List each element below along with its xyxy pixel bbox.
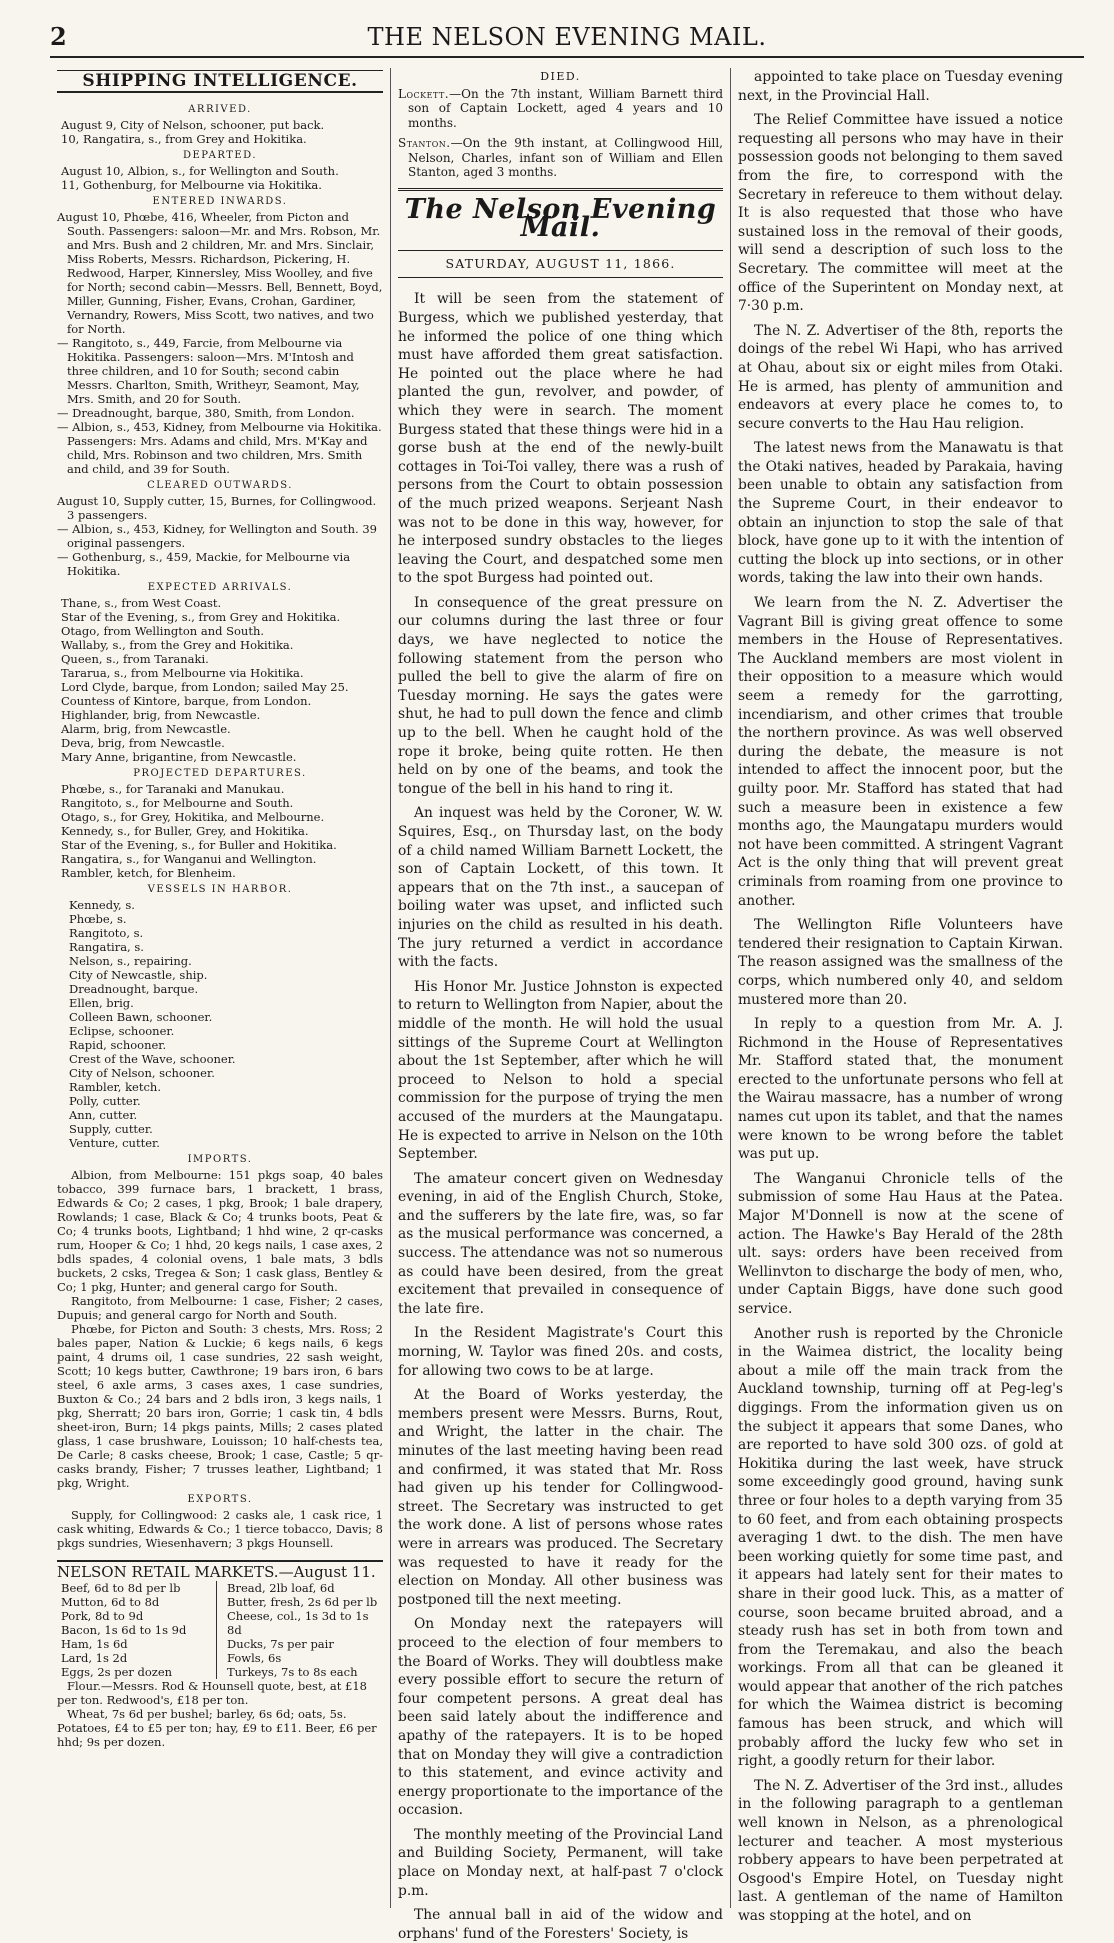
markets-grid	[57, 1581, 383, 1679]
text-item: Highlander, brig, from Newcastle.	[61, 708, 261, 722]
text-item: Star of the Evening, s., from Grey and Hokitika.	[61, 610, 341, 624]
text-item: 10, Rangatira, s., from Grey and Hokitika.	[61, 132, 307, 146]
editorial-col2	[398, 290, 723, 1943]
text-item: The latest news from the Manawatu is that the Otaki natives, headed by Parakaia, having been unable to obtain any satisfaction from the Supreme Court, in their endeavor to obtain an injunction to stop the sale of that block, have gone up to it with the intention of cutting the block up into sections, or in other words, taking the law into their own hands.	[738, 440, 1063, 587]
text-item: At the Board of Works yesterday, the members present were Messrs. Burns, Rout, and Wright, the latter in the chair. The minutes of the last meeting having been read and confirmed, it was stated that Mr. Ross had given up his tender for Collingwood-street. The Secretary was instructed to get the work done. A list of persons whose rates were in arrears was produced. The Secretary was requested to have it ready for the election on Monday. All other business was postponed till the next meeting.	[398, 1387, 723, 1608]
text-item: Phœbe, s.	[69, 912, 127, 926]
dateline: SATURDAY, AUGUST 11, 1866.	[398, 250, 723, 279]
notice-text: —On the 9th instant, at Collingwood Hill, Nelson, Charles, infant son of William and Ellen Stanton, aged 3 months.	[408, 136, 723, 180]
text-item: We learn from the N. Z. Advertiser the Vagrant Bill is giving great offence to some members in the House of Representatives. The Auckland members are most violent in their opposition to a measure which would seem a remedy for the garrotting, incendiarism, and other crimes that trouble the northern province. As was well observed during the debate, the measure is not intended to affect the innocent poor, but the guilty poor. Mr. Stafford has stated that had such a measure been in existence a few months ago, the Maungatapu murders would not have been committed. A stringent Vagrant Act is the only thing that will prevent great criminals from roaming from one province to another.	[738, 595, 1063, 909]
text-item: Rangitoto, from Melbourne: 1 case, Fisher; 2 cases, Dupuis; and general cargo for North and South.	[57, 1294, 383, 1322]
text-item: August 10, Supply cutter, 15, Burnes, for Collingwood. 3 passengers.	[57, 494, 377, 522]
text-item: It will be seen from the statement of Burgess, which we published yesterday, that he informed the police of one thing which must have afforded them great satisfaction. He pointed out the place where he had planted the gun, revolver, and powder, of which they were in search. The moment Burgess stated that these things were hid in a gorse bush at the end of the newly-built cottages in Toi-Toi valley, there was a rush of persons from the Court to obtain possession of the much prized weapons. Serjeant Nash was not to be done in this way, however, for he interposed sundry obstacles to the lieges leaving the Court, and despatched some men to the spot Burgess had pointed out.	[398, 291, 723, 587]
text-item: Venture, cutter.	[69, 1136, 160, 1150]
masthead	[50, 22, 1084, 58]
text-item: appointed to take place on Tuesday evening next, in the Provincial Hall.	[738, 69, 1063, 104]
editorial-col3	[738, 68, 1063, 1926]
departed-heading: DEPARTED.	[182, 150, 257, 161]
text-item: Star of the Evening, s., for Buller and Hokitika.	[61, 838, 337, 852]
died-heading: DIED.	[540, 70, 581, 83]
text-item: Cheese, col., 1s 3d to 1s 8d	[227, 1609, 369, 1637]
shipping-title: SHIPPING INTELLIGENCE.	[57, 70, 383, 93]
departed-list	[57, 164, 383, 192]
text-item: Countess of Kintore, barque, from London.	[61, 694, 312, 708]
text-item: City of Nelson, schooner.	[69, 1066, 215, 1080]
text-item: The amateur concert given on Wednesday evening, in aid of the English Church, Stoke, and the sufferers by the late fire, was, so far as the musical performance was concerned, a success. The attendance was not so numerous as could have been desired, from the great excitement that prevailed in consequence of the late fire.	[398, 1170, 723, 1317]
entered-heading: ENTERED INWARDS.	[152, 196, 288, 207]
death-notice-lockett	[398, 87, 723, 131]
text-item: Phœbe, s., for Taranaki and Manukau.	[61, 782, 285, 796]
text-item: Lard, 1s 2d	[61, 1651, 128, 1665]
text-item: Queen, s., from Taranaki.	[61, 652, 209, 666]
imports-heading: IMPORTS.	[187, 1154, 253, 1165]
harbor-list	[57, 898, 383, 1150]
text-item: Eclipse, schooner.	[69, 1024, 175, 1038]
text-item: Fowls, 6s	[227, 1651, 282, 1665]
text-item: Crest of the Wave, schooner.	[69, 1052, 236, 1066]
text-item: Kennedy, s., for Buller, Grey, and Hokitika.	[61, 824, 309, 838]
text-item: Ann, cutter.	[69, 1108, 138, 1122]
text-item: The annual ball in aid of the widow and orphans' fund of the Foresters' Society, is	[398, 1907, 723, 1942]
death-notice-stanton	[398, 136, 723, 180]
text-item: In the Resident Magistrate's Court this morning, W. Taylor was fined 20s. and costs, for allowing two cows to be at large.	[398, 1325, 723, 1379]
text-item: August 9, City of Nelson, schooner, put back.	[61, 118, 325, 132]
text-item: Thane, s., from West Coast.	[61, 596, 222, 610]
text-item: Mary Anne, brigantine, from Newcastle.	[61, 750, 297, 764]
text-item: Bacon, 1s 6d to 1s 9d	[61, 1623, 187, 1637]
notice-text: —On the 7th instant, William Barnett third son of Captain Lockett, aged 4 years and 10 months.	[408, 86, 723, 130]
text-item: Wallaby, s., from the Grey and Hokitika.	[61, 638, 294, 652]
entered-list	[57, 210, 383, 476]
paper-name: THE NELSON EVENING MAIL.	[367, 23, 767, 51]
text-item: — Albion, s., 453, Kidney, for Wellington and South. 39 original passengers.	[57, 522, 377, 550]
text-item: Deva, brig, from Newcastle.	[61, 736, 225, 750]
text-item: 11, Gothenburg, for Melbourne via Hokitika.	[61, 178, 322, 192]
text-item: August 10, Phœbe, 416, Wheeler, from Picton and South. Passengers: saloon—Mr. and Mrs. Robson, Mr. and Mrs. Bush and 2 children, Mr. and Mrs. Sinclair, Miss Roberts, Messrs. Richardson, Pickering, H. Redwood, Harper, Kinnersley, Miss Woolley, and five for North; second cabin—Messrs. Bell, Bennett, Boyd, Miller, Gunning, Fisher, Evans, Crohan, Gardiner, Vernandry, Rowers, Miss Scott, two natives, and two for North.	[57, 210, 383, 336]
projected-heading: PROJECTED DEPARTURES.	[133, 768, 307, 779]
text-item: Dreadnought, barque.	[69, 982, 199, 996]
text-item: Supply, for Collingwood: 2 casks ale, 1 cask rice, 1 cask whiting, Edwards & Co.; 1 tierce tobacco, Davis; 8 pkgs sundries, Wiesenhavern; 3 pkgs Hounsell.	[57, 1508, 383, 1550]
text-item: Beef, 6d to 8d per lb	[61, 1581, 181, 1595]
divider	[398, 188, 723, 191]
arrived-list	[57, 118, 383, 146]
text-item: The monthly meeting of the Provincial Land and Building Society, Permanent, will take place on Monday next, at half-past 7 o'clock p.m.	[398, 1826, 723, 1899]
text-item: The Wellington Rifle Volunteers have tendered their resignation to Captain Kirwan. The reason assigned was the smallness of the corps, which numbered only 40, and seldom mustered more than 20.	[738, 917, 1063, 1008]
cleared-heading: CLEARED OUTWARDS.	[147, 480, 293, 491]
editorial-masthead: The Nelson Evening Mail.	[404, 193, 717, 244]
text-item: City of Newcastle, ship.	[69, 968, 208, 982]
expected-list	[57, 596, 383, 764]
text-item: Rapid, schooner.	[69, 1038, 167, 1052]
text-item: His Honor Mr. Justice Johnston is expected to return to Wellington from Napier, about the middle of the month. He will hold the usual sittings of the Supreme Court at Wellington about the 1st September, after which he will proceed to Nelson to hold a special commission for the purpose of trying the men accused of the murders at the Maungatapu. He is expected to arrive in Nelson on the 10th September.	[398, 978, 723, 1163]
text-item: The N. Z. Advertiser of the 3rd inst., alludes in the following paragraph to a gentleman well known in Nelson, as a phrenological lecturer and teacher. A most mysterious robbery appears to have been perpetrated at Osgood's Empire Hotel, on Tuesday night last. A gentleman of the name of Hamilton was stopping at the hotel, and on	[738, 1777, 1063, 1924]
text-item: The N. Z. Advertiser of the 8th, reports the doings of the rebel Wi Hapi, who has arrived at Ohau, about six or eight miles from Otaki. He is armed, has plenty of ammunition and endeavors at every place he comes to, to secure converts to the Hau Hau religion.	[738, 322, 1063, 432]
text-item: Wheat, 7s 6d per bushel; barley, 6s 6d; oats, 5s. Potatoes, £4 to £5 per ton; hay, £9 to £11. Beer, £6 per hhd; 9s per dozen.	[57, 1707, 377, 1749]
text-item: Eggs, 2s per dozen	[61, 1665, 173, 1679]
text-item: Pork, 8d to 9d	[61, 1609, 144, 1623]
text-item: August 10, Albion, s., for Wellington and South.	[61, 164, 339, 178]
text-item: Otago, from Wellington and South.	[61, 624, 265, 638]
text-item: Phœbe, for Picton and South: 3 chests, Mrs. Ross; 2 bales paper, Nation & Luckie; 6 kegs nails, 6 kegs paint, 4 drums oil, 1 case sundries, 22 sash weight, Scott; 10 kegs butter, Cawthrone; 19 bars iron, 6 bars steel, 6 axle arms, 3 cases axes, 1 case sundries, Buxton & Co.; 24 bars and 2 bdls iron, 3 kegs nails, 1 pkg, Sherratt; 20 bars iron, Gorrie; 1 cask tin, 4 bdls sheet-iron, Burn; 14 pkgs paints, Mills; 2 cases plated glass, 1 case brushware, Louisson; 10 half-chests tea, De Carle; 8 casks cheese, Brook; 1 case, Castle; 5 qr-casks brandy, Fisher; 7 trusses leather, Lightband; 1 pkg, Wright.	[57, 1322, 383, 1490]
exports-list	[57, 1508, 383, 1550]
text-item: Bread, 2lb loaf, 6d	[227, 1581, 335, 1595]
text-item: Rangatira, s., for Wanganui and Wellington.	[61, 852, 317, 866]
text-item: Rangatira, s.	[69, 940, 144, 954]
text-item: Lord Clyde, barque, from London; sailed May 25.	[61, 680, 349, 694]
text-item: Kennedy, s.	[69, 898, 135, 912]
text-item: Supply, cutter.	[69, 1122, 153, 1136]
text-item: Alarm, brig, from Newcastle.	[61, 722, 231, 736]
text-item: Albion, from Melbourne: 151 pkgs soap, 40 bales tobacco, 399 furnace bars, 1 brackett, 1 brass, Edwards & Co; 2 cases, 1 pkg, Brook; 1 bale drapery, Rowlands; 1 case, Black & Co; 4 trunks boots, Peat & Co; 4 trunks boots, Lightband; 1 hhd wine, 2 qr-casks rum, Hooper & Co; 1 hhd, 20 kegs nails, 1 case axes, 2 bdls spades, 4 colonial ovens, 1 bale mats, 3 bdls buckets, 2 csks, Tregea & Son; 1 cask glass, Bentley & Co; 1 pkg, Hunter; and general cargo for South.	[57, 1168, 383, 1294]
column-editorial-2	[730, 68, 1070, 1924]
imports-list	[57, 1168, 383, 1490]
text-item: In reply to a question from Mr. A. J. Richmond in the House of Representatives Mr. Stafford stated that, the monument erected to the unfortunate persons who fell at the Wairau massacre, has a number of wrong names cut upon its tablet, and that the names were known to be wrong before the tablet was put up.	[738, 1016, 1063, 1163]
text-item: Colleen Bawn, schooner.	[69, 1010, 213, 1024]
text-item: Rangitoto, s.	[69, 926, 144, 940]
markets-notes	[57, 1679, 383, 1749]
text-item: Butter, fresh, 2s 6d per lb	[227, 1595, 378, 1609]
column-shipping	[50, 68, 390, 1908]
text-item: Flour.—Messrs. Rod & Hounsell quote, best, at £18 per ton. Redwood's, £18 per ton.	[57, 1679, 367, 1707]
text-item: The Relief Committee have issued a notice requesting all persons who may have in their possession goods not belonging to them saved from the fire, to correspond with the Secretary in refereuce to them without delay. It is also requested that those who have sustained loss in the removal of their goods, will send a description of such loss to the Secretary. The committee will meet at the office of the Superintent on Monday next, at 7·30 p.m.	[738, 112, 1063, 315]
text-item: Turkeys, 7s to 8s each	[227, 1665, 358, 1679]
arrived-heading: ARRIVED.	[188, 104, 252, 115]
text-item: Mutton, 6d to 8d	[61, 1595, 160, 1609]
text-item: Tararua, s., from Melbourne via Hokitika.	[61, 666, 304, 680]
text-item: On Monday next the ratepayers will proceed to the election of four members to the Board of Works. They will doubtless make every possible effort to secure the return of four competent persons. A great deal has been said lately about the indifference and apathy of the ratepayers. It is to be hoped that on Monday they will give a contradiction to this statement, and evince activity and energy proportionate to the importance of the occasion.	[398, 1616, 723, 1819]
projected-list	[57, 782, 383, 880]
text-item: — Albion, s., 453, Kidney, from Melbourne via Hokitika. Passengers: Mrs. Adams and child, Mrs. M'Kay and child, Mrs. Robinson and two children, Mrs. Smith and child, and 39 for South.	[57, 420, 382, 476]
markets-title: NELSON RETAIL MARKETS.—August 11.	[57, 1560, 383, 1579]
columns	[50, 68, 1084, 1942]
text-item: The Wanganui Chronicle tells of the submission of some Hau Haus at the Patea. Major M'Donnell is now at the scene of action. The Hawke's Bay Herald of the 28th ult. says: orders have been received from Wellinvton to discharge the body of men, who, under Captain Biggs, have done such good service.	[738, 1170, 1063, 1317]
notice-name: Stanton.	[398, 136, 451, 151]
cleared-list	[57, 494, 383, 578]
text-item: Otago, s., for Grey, Hokitika, and Melbourne.	[61, 810, 325, 824]
text-item: — Dreadnought, barque, 380, Smith, from London.	[57, 406, 355, 420]
harbor-heading: VESSELS IN HARBOR.	[147, 884, 293, 895]
text-item: Rambler, ketch.	[69, 1080, 161, 1094]
markets-left	[57, 1581, 217, 1679]
expected-heading: EXPECTED ARRIVALS.	[147, 582, 293, 593]
text-item: Nelson, s., repairing.	[69, 954, 192, 968]
page-number: 2	[50, 22, 67, 51]
text-item: Ellen, brig.	[69, 996, 134, 1010]
text-item: In consequence of the great pressure on our columns during the last three or four days, we have neglected to notice the following statement from the person who pulled the bell to give the alarm of fire on Tuesday morning. He says the gates were shut, he had to pull down the fence and climb up to the bell. When he caught hold of the rope it broke, being quite rotten. He then held on by one of the beams, and took the tongue of the bell in his hand to ring it.	[398, 594, 723, 797]
notice-name: Lockett.	[398, 86, 450, 101]
text-item: Rangitoto, s., for Melbourne and South.	[61, 796, 294, 810]
text-item: Ducks, 7s per pair	[227, 1637, 334, 1651]
text-item: Another rush is reported by the Chronicle in the Waimea district, the locality being about a mile off the main track from the Auckland township, turning off at Peg-leg's diggings. From the information given us on the subject it appears that some Danes, who are reported to have sold 300 ozs. of gold at Hokitika during the last week, have struck some exceedingly good ground, having sunk three or four holes to a depth varying from 35 to 60 feet, and from each obtaining prospects averaging 1 dwt. to the dish. The men have been working quietly for some time past, and it appears had lately sent for their mates to share in their good luck. This, as a matter of course, soon became bruited abroad, and a steady rush has set in both from town and from the Teremakau, and also the beach workings. From all that can be gleaned it would appear that another of the rich patches for which the Waimea district is becoming famous has been struck, and which will probably afford the lucky few who set in right, a goodly return for their labor.	[738, 1325, 1063, 1770]
column-editorial-1	[390, 68, 730, 1942]
text-item: Polly, cutter.	[69, 1094, 141, 1108]
text-item: Ham, 1s 6d	[61, 1637, 128, 1651]
exports-heading: EXPORTS.	[187, 1494, 253, 1505]
text-item: — Gothenburg, s., 459, Mackie, for Melbourne via Hokitika.	[57, 550, 351, 578]
text-item: — Rangitoto, s., 449, Farcie, from Melbourne via Hokitika. Passengers: saloon—Mrs. M'Intosh and three children, and 10 for South; second cabin Messrs. Charlton, Smith, Writheyr, Seamont, May, Mrs. Smith, and 20 for South.	[57, 336, 360, 406]
markets-right	[223, 1581, 383, 1679]
text-item: An inquest was held by the Coroner, W. W. Squires, Esq., on Thursday last, on the body of a child named William Barnett Lockett, the son of Captain Lockett, of this town. It appears that on the 7th inst., a saucepan of boiling water was upset, and inflicted such injuries on the child as resulted in his death. The jury returned a verdict in accordance with the facts.	[398, 805, 723, 971]
text-item: Rambler, ketch, for Blenheim.	[61, 866, 236, 880]
